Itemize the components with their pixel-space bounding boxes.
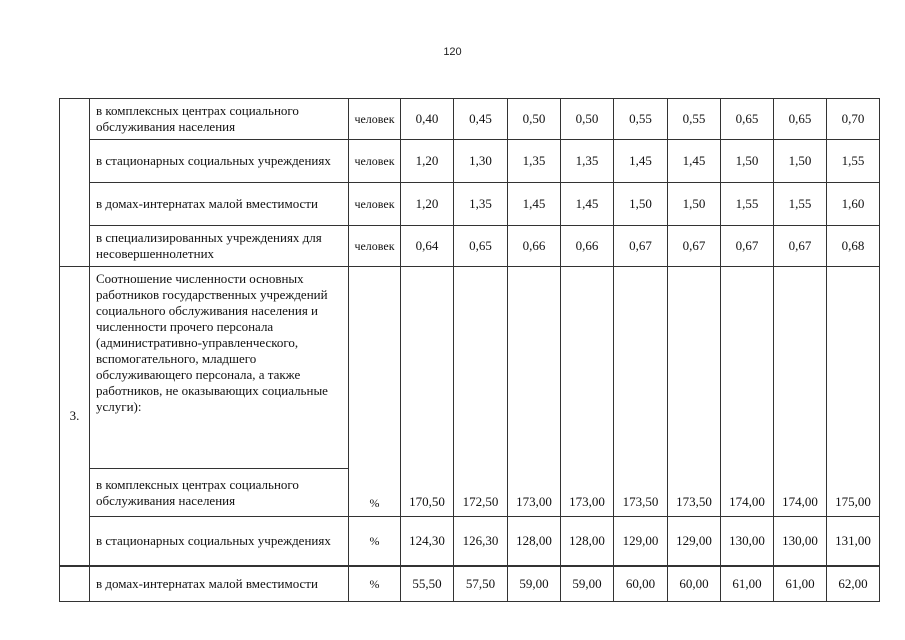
row-name: в комплексных центрах социального обслуживания населения — [90, 99, 349, 140]
value-cell: 130,00 — [721, 517, 774, 566]
value-cell: 0,68 — [827, 226, 880, 267]
value-cell: 173,50 — [668, 468, 721, 517]
value-cell: 128,00 — [561, 517, 614, 566]
section-heading: Соотношение численности основных работников государственных учреждений социального обслуживания населения и численности прочего персонала (административно-управленческого, вспомогательного, младшего обслуживающего персонала, а также работников, не оказывающих социальные услуги): — [96, 271, 328, 414]
value-cell: 61,00 — [774, 566, 827, 602]
value-cell: 0,67 — [668, 226, 721, 267]
table-row — [60, 267, 880, 469]
row-name: в домах-интернатах малой вместимости — [90, 183, 349, 226]
value-cell: 1,45 — [668, 140, 721, 183]
value-cell: 174,00 — [774, 468, 827, 517]
value-cell: 1,35 — [508, 140, 561, 183]
value-cell: 173,50 — [614, 468, 668, 517]
value-cell: 59,00 — [561, 566, 614, 602]
value-cell: 174,00 — [721, 468, 774, 517]
value-cell: 0,64 — [401, 226, 454, 267]
value-cell: 1,45 — [614, 140, 668, 183]
value-cell: 0,65 — [721, 99, 774, 140]
value-cell: 1,55 — [827, 140, 880, 183]
value-cell: 0,40 — [401, 99, 454, 140]
value-cell: 1,55 — [721, 183, 774, 226]
row-unit — [349, 267, 401, 469]
value-cell: 172,50 — [454, 468, 508, 517]
value-cell: 0,65 — [454, 226, 508, 267]
value-cell — [401, 267, 454, 469]
row-number — [60, 140, 90, 183]
value-cell: 1,50 — [668, 183, 721, 226]
row-unit: % — [349, 517, 401, 566]
value-cell: 1,35 — [454, 183, 508, 226]
table-row — [60, 99, 880, 140]
value-cell — [721, 267, 774, 469]
value-cell: 126,30 — [454, 517, 508, 566]
value-cell: 173,00 — [561, 468, 614, 517]
value-cell: 1,50 — [614, 183, 668, 226]
value-cell: 128,00 — [508, 517, 561, 566]
value-cell — [508, 267, 561, 469]
value-cell: 1,35 — [561, 140, 614, 183]
value-cell: 173,00 — [508, 468, 561, 517]
value-cell: 1,60 — [827, 183, 880, 226]
value-cell: 1,45 — [561, 183, 614, 226]
value-cell: 170,50 — [401, 468, 454, 517]
value-cell: 0,67 — [614, 226, 668, 267]
row-number — [60, 566, 90, 602]
value-cell: 124,30 — [401, 517, 454, 566]
value-cell: 130,00 — [774, 517, 827, 566]
table-row — [60, 517, 880, 566]
value-cell: 129,00 — [668, 517, 721, 566]
value-cell: 0,70 — [827, 99, 880, 140]
value-cell: 0,67 — [774, 226, 827, 267]
value-cell: 1,45 — [508, 183, 561, 226]
value-cell: 0,66 — [561, 226, 614, 267]
value-cell: 1,50 — [721, 140, 774, 183]
value-cell — [561, 267, 614, 469]
row-unit: % — [349, 566, 401, 602]
row-unit: человек — [349, 183, 401, 226]
value-cell: 0,50 — [508, 99, 561, 140]
row-number: 3. — [60, 267, 90, 567]
value-cell — [614, 267, 668, 469]
value-cell: 1,20 — [401, 183, 454, 226]
table-row — [60, 140, 880, 183]
value-cell: 0,50 — [561, 99, 614, 140]
value-cell: 0,67 — [721, 226, 774, 267]
value-cell — [668, 267, 721, 469]
row-number — [60, 226, 90, 267]
row-name: в стационарных социальных учреждениях — [90, 140, 349, 183]
table-row — [60, 468, 880, 517]
row-unit: человек — [349, 99, 401, 140]
value-cell: 59,00 — [508, 566, 561, 602]
value-cell: 1,50 — [774, 140, 827, 183]
value-cell: 1,55 — [774, 183, 827, 226]
value-cell: 61,00 — [721, 566, 774, 602]
value-cell: 175,00 — [827, 468, 880, 517]
table-row — [60, 183, 880, 226]
value-cell: 131,00 — [827, 517, 880, 566]
row-unit: человек — [349, 140, 401, 183]
value-cell — [827, 267, 880, 469]
row-name: в комплексных центрах социального обслуживания населения — [90, 468, 349, 517]
row-unit: человек — [349, 226, 401, 267]
value-cell: 0,55 — [668, 99, 721, 140]
page-number: 120 — [443, 46, 462, 58]
row-number — [60, 99, 90, 140]
row-name: в специализированных учреждениях для несовершеннолетних — [90, 226, 349, 267]
value-cell: 60,00 — [668, 566, 721, 602]
value-cell: 1,30 — [454, 140, 508, 183]
row-number — [60, 183, 90, 226]
indicators-table — [59, 98, 880, 602]
row-name: в домах-интернатах малой вместимости — [90, 566, 349, 602]
value-cell: 62,00 — [827, 566, 880, 602]
row-name: в стационарных социальных учреждениях — [90, 517, 349, 566]
table-row — [60, 566, 880, 602]
value-cell: 0,55 — [614, 99, 668, 140]
value-cell: 60,00 — [614, 566, 668, 602]
row-unit: % — [349, 468, 401, 517]
value-cell — [774, 267, 827, 469]
value-cell: 0,66 — [508, 226, 561, 267]
value-cell: 129,00 — [614, 517, 668, 566]
value-cell: 0,45 — [454, 99, 508, 140]
row-name — [90, 267, 349, 469]
table-row — [60, 226, 880, 267]
value-cell: 0,65 — [774, 99, 827, 140]
value-cell: 1,20 — [401, 140, 454, 183]
value-cell: 57,50 — [454, 566, 508, 602]
value-cell — [454, 267, 508, 469]
value-cell: 55,50 — [401, 566, 454, 602]
